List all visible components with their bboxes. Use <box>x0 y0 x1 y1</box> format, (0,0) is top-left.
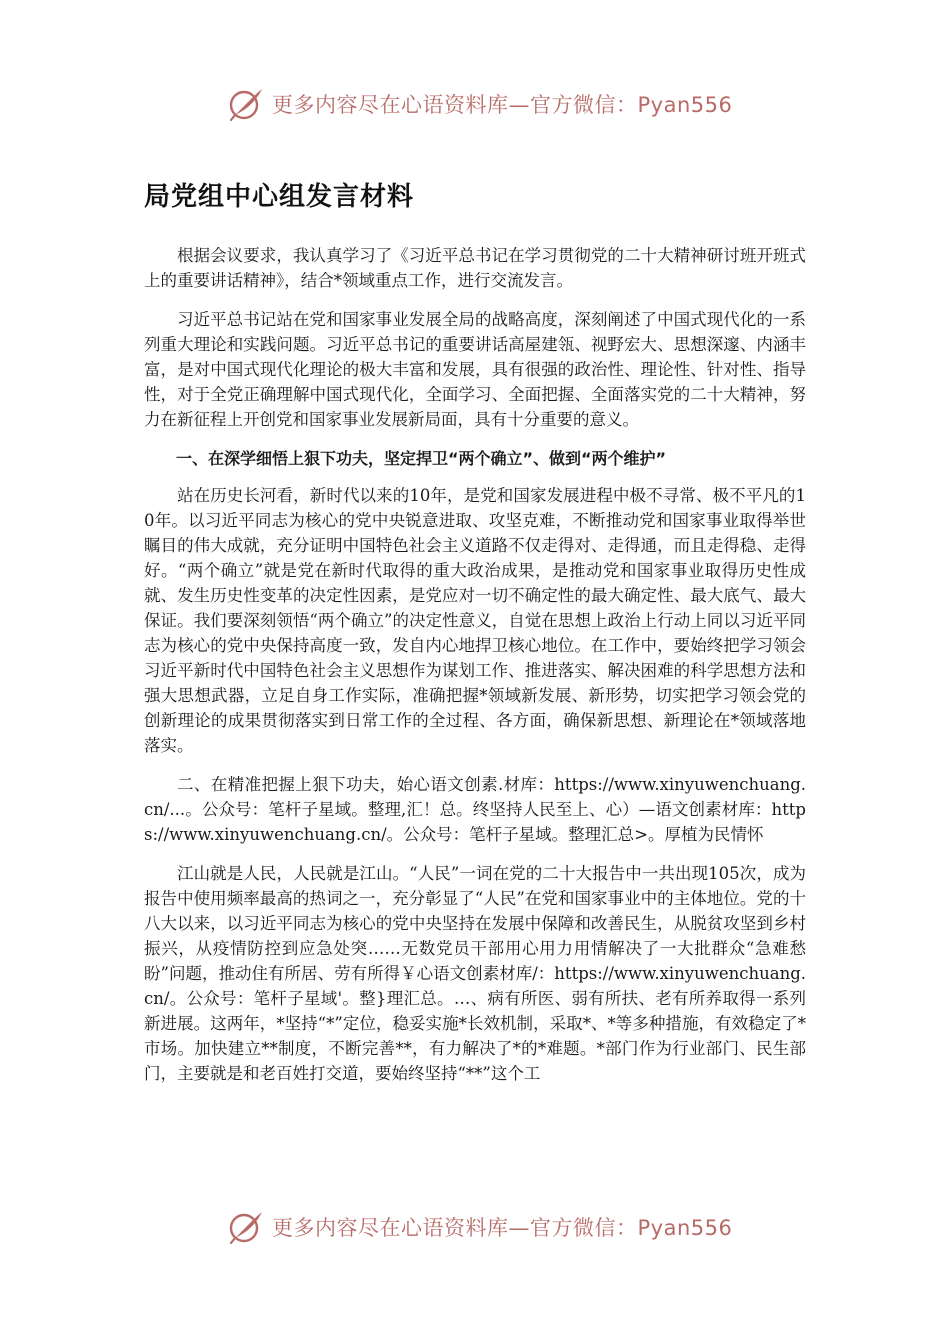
document-body <box>144 176 806 1100</box>
paragraph-significance: 习近平总书记站在党和国家事业发展全局的战略高度，深刻阐述了中国式现代化的一系列重大理论和实践问题。习近平总书记的重要讲话高屋建瓴、视野宏大、思想深邃、内涵丰富，是对中国式现代化理论的极大丰富和发展，具有很强的政治性、理论性、针对性、指导性，对于全党正确理解中国式现代化，全面学习、全面把握、全面落实党的二十大精神，努力在新征程上开创党和国家事业发展新局面，具有十分重要的意义。 <box>144 310 806 429</box>
paragraph-section-2-heading: 二、在精准把握上狠下功夫，始心语文创素.材库：https://www.xinyuwenchuang.cn/...。公众号：笔杆子星域。整理,汇！总。终坚持人民至上、心）—语文创素材库：https://www.xinyuwenchuang.cn/。公众号：笔杆子星域。整理汇总>。厚植为民情怀 <box>144 775 806 844</box>
section-heading-1: 一、在深学细悟上狠下功夫，坚定捍卫“两个确立”、做到“两个维护” <box>176 449 667 468</box>
footer-watermark-banner <box>226 1207 733 1247</box>
document-title: 局党组中心组发言材料 <box>144 182 415 212</box>
quill-logo-icon <box>226 84 266 124</box>
paragraph-section-1: 站在历史长河看，新时代以来的10年，是党和国家发展进程中极不寻常、极不平凡的10年。以习近平同志为核心的党中央锐意进取、攻坚克难，不断推动党和国家事业取得举世瞩目的伟大成就，充分证明中国特色社会主义道路不仅走得对、走得通，而且走得稳、走得好。“两个确立”就是党在新时代取得的重大政治成果，是推动党和国家事业取得历史性成就、发生历史性变革的决定性因素，是党应对一切不确定性的最大确定性、最大底气、最大保证。我们要深刻领悟“两个确立”的决定性意义，自觉在思想上政治上行动上同以习近平同志为核心的党中央保持高度一致，发自内心地捍卫核心地位。在工作中，要始终把学习领会习近平新时代中国特色社会主义思想作为谋划工作、推进落实、解决困难的科学思想方法和强大思想武器，立足自身工作实际，准确把握*领域新发展、新形势，切实把学习领会党的创新理论的成果贯彻落实到日常工作的全过程、各方面，确保新思想、新理论在*领域落地落实。 <box>144 486 806 755</box>
quill-logo-icon <box>226 1207 266 1247</box>
paragraph-intro: 根据会议要求，我认真学习了《习近平总书记在学习贯彻党的二十大精神研讨班开班式上的重要讲话精神》，结合*领域重点工作，进行交流发言。 <box>144 246 806 290</box>
header-watermark-banner <box>226 84 733 124</box>
banner-text: 更多内容尽在心语资料库—官方微信：Pyan556 <box>272 93 733 117</box>
paragraph-people: 江山就是人民，人民就是江山。“人民”一词在党的二十大报告中一共出现105次，成为报告中使用频率最高的热词之一，充分彰显了“人民”在党和国家事业中的主体地位。党的十八大以来，以习近平同志为核心的党中央坚持在发展中保障和改善民生，从脱贫攻坚到乡村振兴，从疫情防控到应急处突……无数党员干部用心用力用情解决了一大批群众“急难愁盼”问题，推动住有所居、劳有所得￥心语文创素材库/：https://www.xinyuwenchuang.cn/。公众号：笔杆子星域'。整}理汇总。…、病有所医、弱有所扶、老有所养取得一系列新进展。这两年，*坚持“*”定位，稳妥实施*长效机制，采取*、*等多种措施，有效稳定了*市场。加快建立**制度，不断完善**，有力解决了*的*难题。*部门作为行业部门、民生部门，主要就是和老百姓打交道，要始终坚持“**”这个工 <box>144 864 806 1083</box>
banner-text: 更多内容尽在心语资料库—官方微信：Pyan556 <box>272 1216 733 1240</box>
